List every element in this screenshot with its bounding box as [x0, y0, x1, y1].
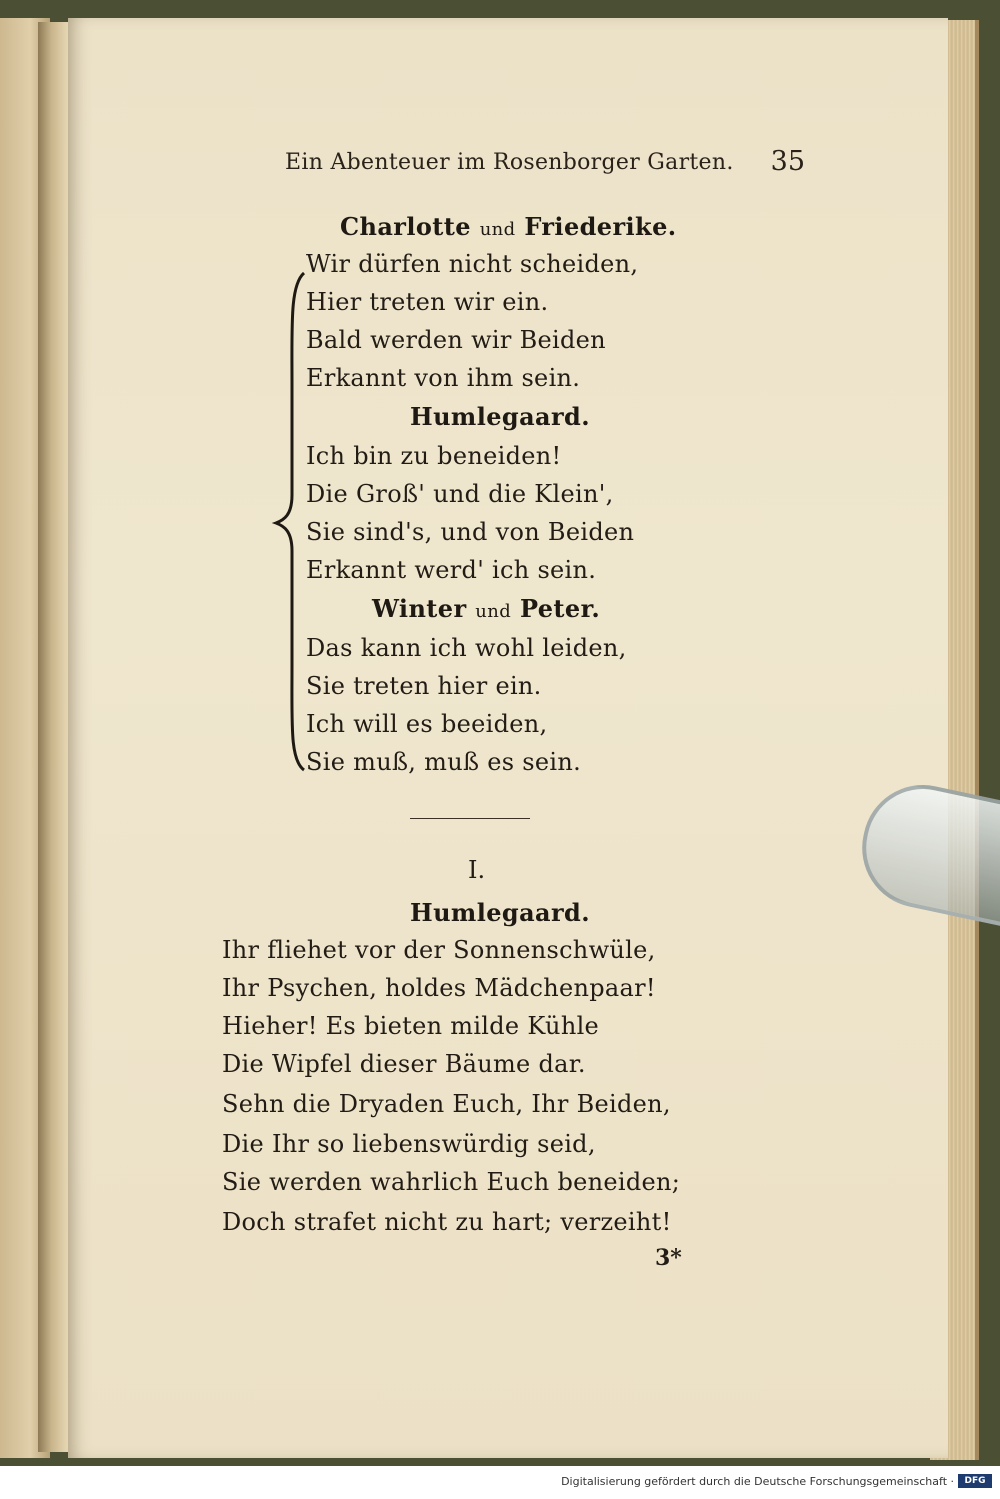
running-header	[285, 146, 805, 186]
verse-line: Erkannt werd' ich sein.	[306, 556, 597, 584]
speaker-name: Friederike.	[524, 212, 677, 241]
verse-line: Sie werden wahrlich Euch beneiden;	[222, 1168, 681, 1196]
page-number: 35	[770, 146, 805, 177]
verse-line: Die Wipfel dieser Bäume dar.	[222, 1050, 586, 1078]
book-gutter	[38, 22, 68, 1452]
footer-credit: Digitalisierung gefördert durch die Deutsche Forschungsgemeinschaft ·	[561, 1475, 954, 1488]
speaker-conjunction: und	[479, 219, 516, 240]
verse-line: Ich bin zu beneiden!	[306, 442, 562, 470]
section-divider	[410, 818, 530, 819]
verse-line: Die Groß' und die Klein',	[306, 480, 614, 508]
verse-line: Hier treten wir ein.	[306, 288, 549, 316]
verse-line: Wir dürfen nicht scheiden,	[306, 250, 639, 278]
verse-line: Sie treten hier ein.	[306, 672, 542, 700]
dfg-logo-icon: DFG	[958, 1474, 992, 1488]
speaker-heading	[372, 594, 600, 623]
verse-line: Ich will es beeiden,	[306, 710, 548, 738]
section-number: I.	[468, 856, 486, 884]
speaker-conjunction: und	[475, 601, 512, 622]
verse-line: Hieher! Es bieten milde Kühle	[222, 1012, 600, 1040]
speaker-heading: Humlegaard.	[410, 402, 590, 431]
speaker-heading	[340, 212, 677, 241]
signature-mark: 3*	[655, 1245, 682, 1271]
footer-bar	[0, 1466, 1000, 1499]
verse-line: Doch strafet nicht zu hart; verzeiht!	[222, 1208, 672, 1236]
verse-line: Erkannt von ihm sein.	[306, 364, 581, 392]
verse-line: Ihr fliehet vor der Sonnenschwüle,	[222, 936, 656, 964]
header-title: Ein Abenteuer im Rosenborger Garten.	[285, 150, 734, 175]
speaker-heading: Humlegaard.	[410, 898, 590, 927]
verse-line: Ihr Psychen, holdes Mädchenpaar!	[222, 974, 656, 1002]
speaker-name: Charlotte	[340, 212, 471, 241]
curly-brace	[270, 265, 310, 775]
speaker-name: Peter.	[519, 594, 601, 623]
verse-line: Sehn die Dryaden Euch, Ihr Beiden,	[222, 1090, 671, 1118]
verse-line: Das kann ich wohl leiden,	[306, 634, 627, 662]
verse-line: Bald werden wir Beiden	[306, 326, 606, 354]
verse-line: Sie muß, muß es sein.	[306, 748, 582, 776]
speaker-name: Winter	[372, 594, 467, 623]
verse-line: Die Ihr so liebenswürdig seid,	[222, 1130, 596, 1158]
verse-line: Sie sind's, und von Beiden	[306, 518, 635, 546]
